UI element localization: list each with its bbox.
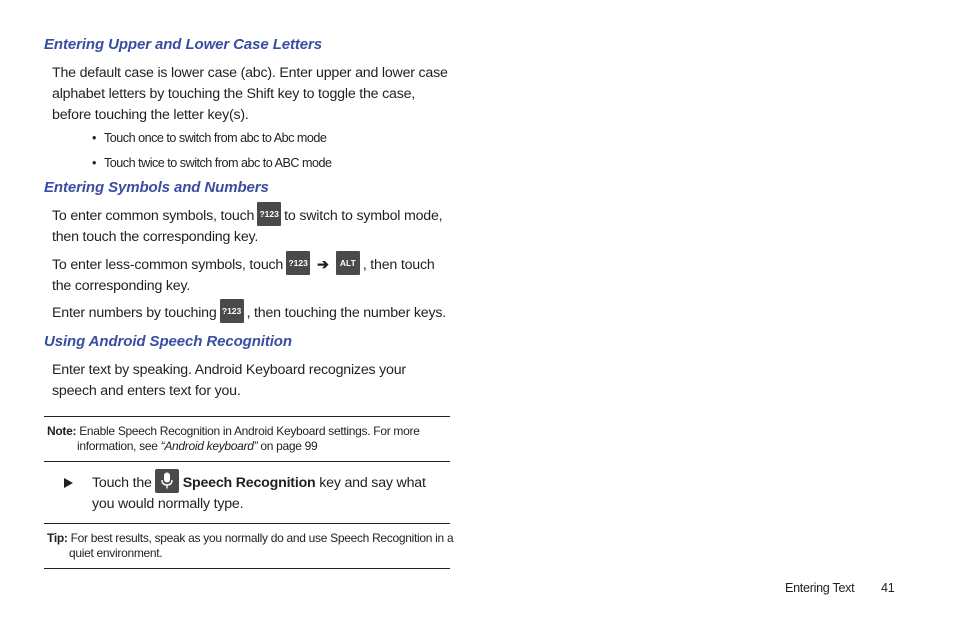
heading-speech-recognition: Using Android Speech Recognition (44, 333, 292, 350)
tip-text: For best results, speak as you normally do and use Speech Recognition in a quiet environment. (69, 531, 454, 560)
symbol-key-icon: ?123 (220, 299, 244, 323)
divider (44, 523, 450, 524)
text-segment: to switch to symbol mode, then touch the corresponding key. (52, 208, 443, 245)
divider (44, 416, 450, 417)
paragraph-common-symbols (52, 206, 454, 248)
note-text: Enable Speech Recognition in Android Keyboard settings. For more information, see (77, 424, 420, 453)
bullet-item (92, 155, 331, 171)
text-segment: Touch the (92, 475, 152, 491)
paragraph-case-letters: The default case is lower case (abc). Enter upper and lower case alphabet letters by touching the Shift key to toggle the case, before touching the letter key(s). (52, 65, 448, 123)
note-link: “Android keyboard” (160, 439, 258, 453)
page-number: 41 (881, 581, 895, 595)
text-segment: To enter less-common symbols, touch (52, 257, 284, 273)
alt-key-icon: ALT (336, 251, 360, 275)
note-page: on page 99 (260, 439, 318, 453)
text-segment: Enter numbers by touching (52, 305, 217, 321)
speech-recognition-label: Speech Recognition (182, 475, 316, 491)
divider (44, 461, 450, 462)
divider (44, 568, 450, 569)
text-segment: , then touching the number keys. (246, 305, 447, 321)
paragraph-speech: Enter text by speaking. Android Keyboard recognizes your speech and enters text for you. (52, 362, 406, 399)
tip-box (47, 531, 469, 561)
microphone-icon (155, 469, 179, 493)
bullet-item (92, 130, 326, 146)
text-segment: key and say what you would normally type. (92, 475, 426, 512)
bullet-dot-icon: • (92, 156, 96, 170)
symbol-key-icon: ?123 (286, 251, 310, 275)
heading-case-letters: Entering Upper and Lower Case Letters (44, 36, 323, 53)
paragraph-numbers (52, 303, 462, 324)
heading-symbols-numbers: Entering Symbols and Numbers (44, 179, 269, 196)
bullet-dot-icon: • (92, 131, 96, 145)
triangle-right-icon (64, 478, 73, 488)
tip-label: Tip: (47, 531, 68, 545)
bullet-text: Touch twice to switch from abc to ABC mode (104, 156, 332, 170)
symbol-key-icon: ?123 (257, 202, 281, 226)
paragraph-less-common-symbols (52, 255, 454, 297)
arrow-right-icon: ➔ (317, 257, 329, 273)
step-body (92, 473, 450, 515)
instruction-step (64, 473, 450, 515)
note-label: Note: (47, 424, 77, 438)
bullet-text: Touch once to switch from abc to Abc mode (104, 131, 327, 145)
footer-section-title: Entering Text (785, 581, 855, 595)
text-segment: To enter common symbols, touch (52, 208, 255, 224)
text-segment: , then touch the corresponding key. (52, 257, 435, 294)
note-box (47, 424, 477, 454)
